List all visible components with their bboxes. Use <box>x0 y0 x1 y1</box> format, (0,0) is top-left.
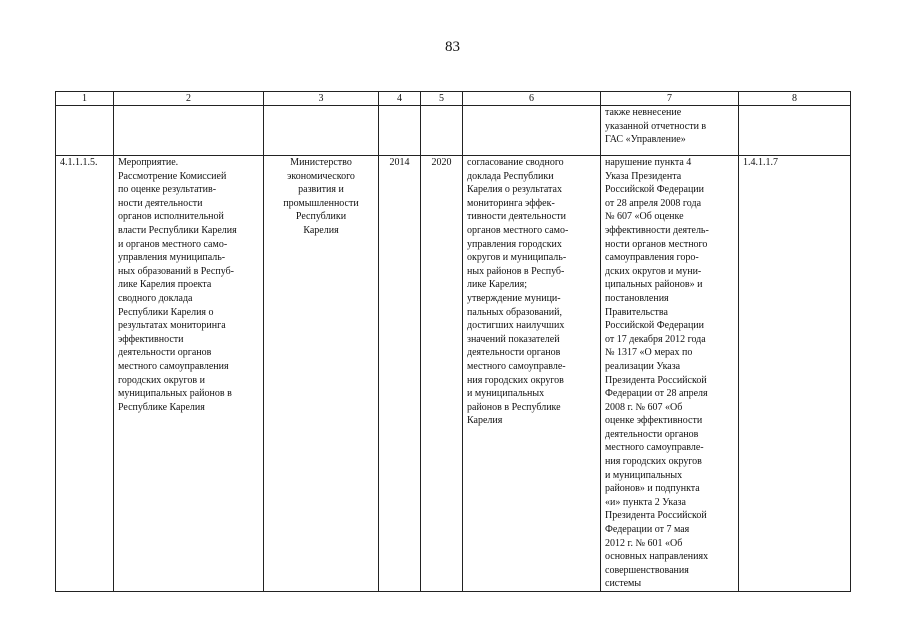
end-year: 2020 <box>431 157 452 168</box>
indicator-code: 1.4.1.1.7 <box>743 157 778 168</box>
text-line: ния городских округов <box>467 374 564 386</box>
text-line: Республики <box>295 211 347 223</box>
end-year-cell <box>421 156 463 592</box>
text-line: пальных образований, <box>467 306 562 318</box>
text-line: Карелия <box>303 224 339 236</box>
header-row <box>56 92 851 106</box>
text-line: согласование сводного <box>467 157 564 168</box>
cell-empty <box>463 106 601 156</box>
text-line: значений показателей <box>467 333 560 345</box>
text-line: совершенствования <box>605 564 689 576</box>
text-line: Рассмотрение Комиссией <box>118 170 227 182</box>
header-cell: 3 <box>264 92 379 106</box>
text-line: № 607 «Об оценке <box>605 211 684 223</box>
text-line: эффективности деятель- <box>605 224 709 236</box>
text-line: лике Карелия проекта <box>118 279 212 291</box>
header-cell: 7 <box>601 92 739 106</box>
result-cell <box>463 156 601 592</box>
text-line: управления муниципаль- <box>118 252 226 264</box>
cell-empty <box>379 106 421 156</box>
text-line: Карелия <box>467 415 503 427</box>
text-line: Карелия о результатах <box>467 184 562 196</box>
cell-empty <box>56 106 114 156</box>
header-cell: 2 <box>114 92 264 106</box>
text-line: муниципальных районов в <box>118 388 232 400</box>
continuation-row <box>56 106 851 156</box>
row-code: 4.1.1.1.5. <box>60 157 98 168</box>
start-year: 2014 <box>389 157 410 168</box>
text-line: управления городских <box>467 238 562 250</box>
text-line: системы <box>605 578 642 590</box>
text-line: органов исполнительной <box>118 211 224 223</box>
text-line: утверждение муници- <box>467 292 561 304</box>
text-line: Правительства <box>605 306 668 318</box>
text-line: нарушение пункта 4 <box>605 157 692 168</box>
text-line: Российской Федерации <box>605 320 705 332</box>
text-line: Президента Российской <box>605 374 707 386</box>
text-line: деятельности органов <box>605 428 699 440</box>
text-line: 2012 г. № 601 «Об <box>605 537 683 549</box>
text-line: эффективности <box>118 333 184 345</box>
text-line: лике Карелия; <box>467 279 528 291</box>
text-line: результатах мониторинга <box>118 320 226 332</box>
text-line: власти Республики Карелия <box>118 224 237 236</box>
header-cell: 1 <box>56 92 114 106</box>
text-line: ципальных районов» и <box>605 279 703 291</box>
text-line: № 1317 «О мерах по <box>605 347 693 359</box>
cell-empty <box>739 106 851 156</box>
text-line: районов в Республике <box>467 401 561 413</box>
text-line: промышленности <box>283 197 359 209</box>
text-line: ности органов местного <box>605 238 708 250</box>
text-line: от 28 апреля 2008 года <box>605 197 702 209</box>
header-cell: 6 <box>463 92 601 106</box>
text-line: Президента Российской <box>605 510 707 522</box>
text-line: округов и муниципаль- <box>467 252 567 264</box>
text-line: по оценке результатив- <box>118 184 217 196</box>
text-line: сводного доклада <box>118 292 193 304</box>
text-line: реализации Указа <box>605 360 681 372</box>
text-line: доклада Республики <box>467 170 554 182</box>
code-cell <box>56 156 114 592</box>
text-line: местного самоуправле- <box>467 360 566 372</box>
header-cell: 8 <box>739 92 851 106</box>
text-line: деятельности органов <box>467 347 561 359</box>
text-line: тивности деятельности <box>467 211 566 223</box>
text-line: и муниципальных <box>605 469 683 481</box>
executor-cell <box>264 156 379 592</box>
cell-empty <box>264 106 379 156</box>
consequence-cell <box>601 156 739 592</box>
text-line: деятельности органов <box>118 347 212 359</box>
text-line: самоуправления горо- <box>605 252 699 264</box>
text-line: и муниципальных <box>467 388 545 400</box>
text-line: 2008 г. № 607 «Об <box>605 401 683 413</box>
text-line: и органов местного само- <box>118 238 228 250</box>
text-line: «и» пункта 2 Указа <box>605 496 686 508</box>
indicator-cell <box>739 156 851 592</box>
cell-empty <box>421 106 463 156</box>
text-line: городских округов и <box>118 374 205 386</box>
text-line: Указа Президента <box>605 170 682 182</box>
text-line: Федерации от 7 мая <box>605 524 690 536</box>
text-line: мониторинга эффек- <box>467 197 555 209</box>
cell-empty <box>114 106 264 156</box>
text-line: постановления <box>605 292 669 304</box>
table-row <box>56 156 851 592</box>
text-line: органов местного само- <box>467 224 569 236</box>
continuation-consequence-cell <box>601 106 739 156</box>
text-line: Министерство <box>290 157 352 168</box>
text-line: развития и <box>298 184 344 196</box>
text-line: ных образований в Респуб- <box>118 265 234 277</box>
text-line: основных направлениях <box>605 551 709 563</box>
text-line: указанной отчетности в <box>605 120 707 132</box>
plan-table <box>55 91 851 592</box>
text-line: Федерации от 28 апреля <box>605 388 708 400</box>
text-line: от 17 декабря 2012 года <box>605 333 706 345</box>
text-line: достигших наилучших <box>467 320 565 332</box>
text-line: Республики Карелия о <box>118 306 214 318</box>
start-year-cell <box>379 156 421 592</box>
text-line: местного самоуправления <box>118 360 229 372</box>
text-line: Мероприятие. <box>118 157 179 168</box>
text-line: местного самоуправле- <box>605 442 704 454</box>
text-line: ГАС «Управление» <box>605 134 686 146</box>
text-line: ных районов в Респуб- <box>467 265 565 277</box>
text-line: оценке эффективности <box>605 415 703 427</box>
text-line: ния городских округов <box>605 456 702 468</box>
header-cell: 4 <box>379 92 421 106</box>
text-line: экономического <box>287 170 355 182</box>
text-line: Республике Карелия <box>118 401 205 413</box>
text-line: дских округов и муни- <box>605 265 702 277</box>
text-line: также невнесение <box>605 107 682 118</box>
text-line: ности деятельности <box>118 197 203 209</box>
text-line: районов» и подпункта <box>605 483 700 495</box>
header-cell: 5 <box>421 92 463 106</box>
activity-cell <box>114 156 264 592</box>
text-line: Российской Федерации <box>605 184 705 196</box>
page-number: 83 <box>445 39 460 55</box>
